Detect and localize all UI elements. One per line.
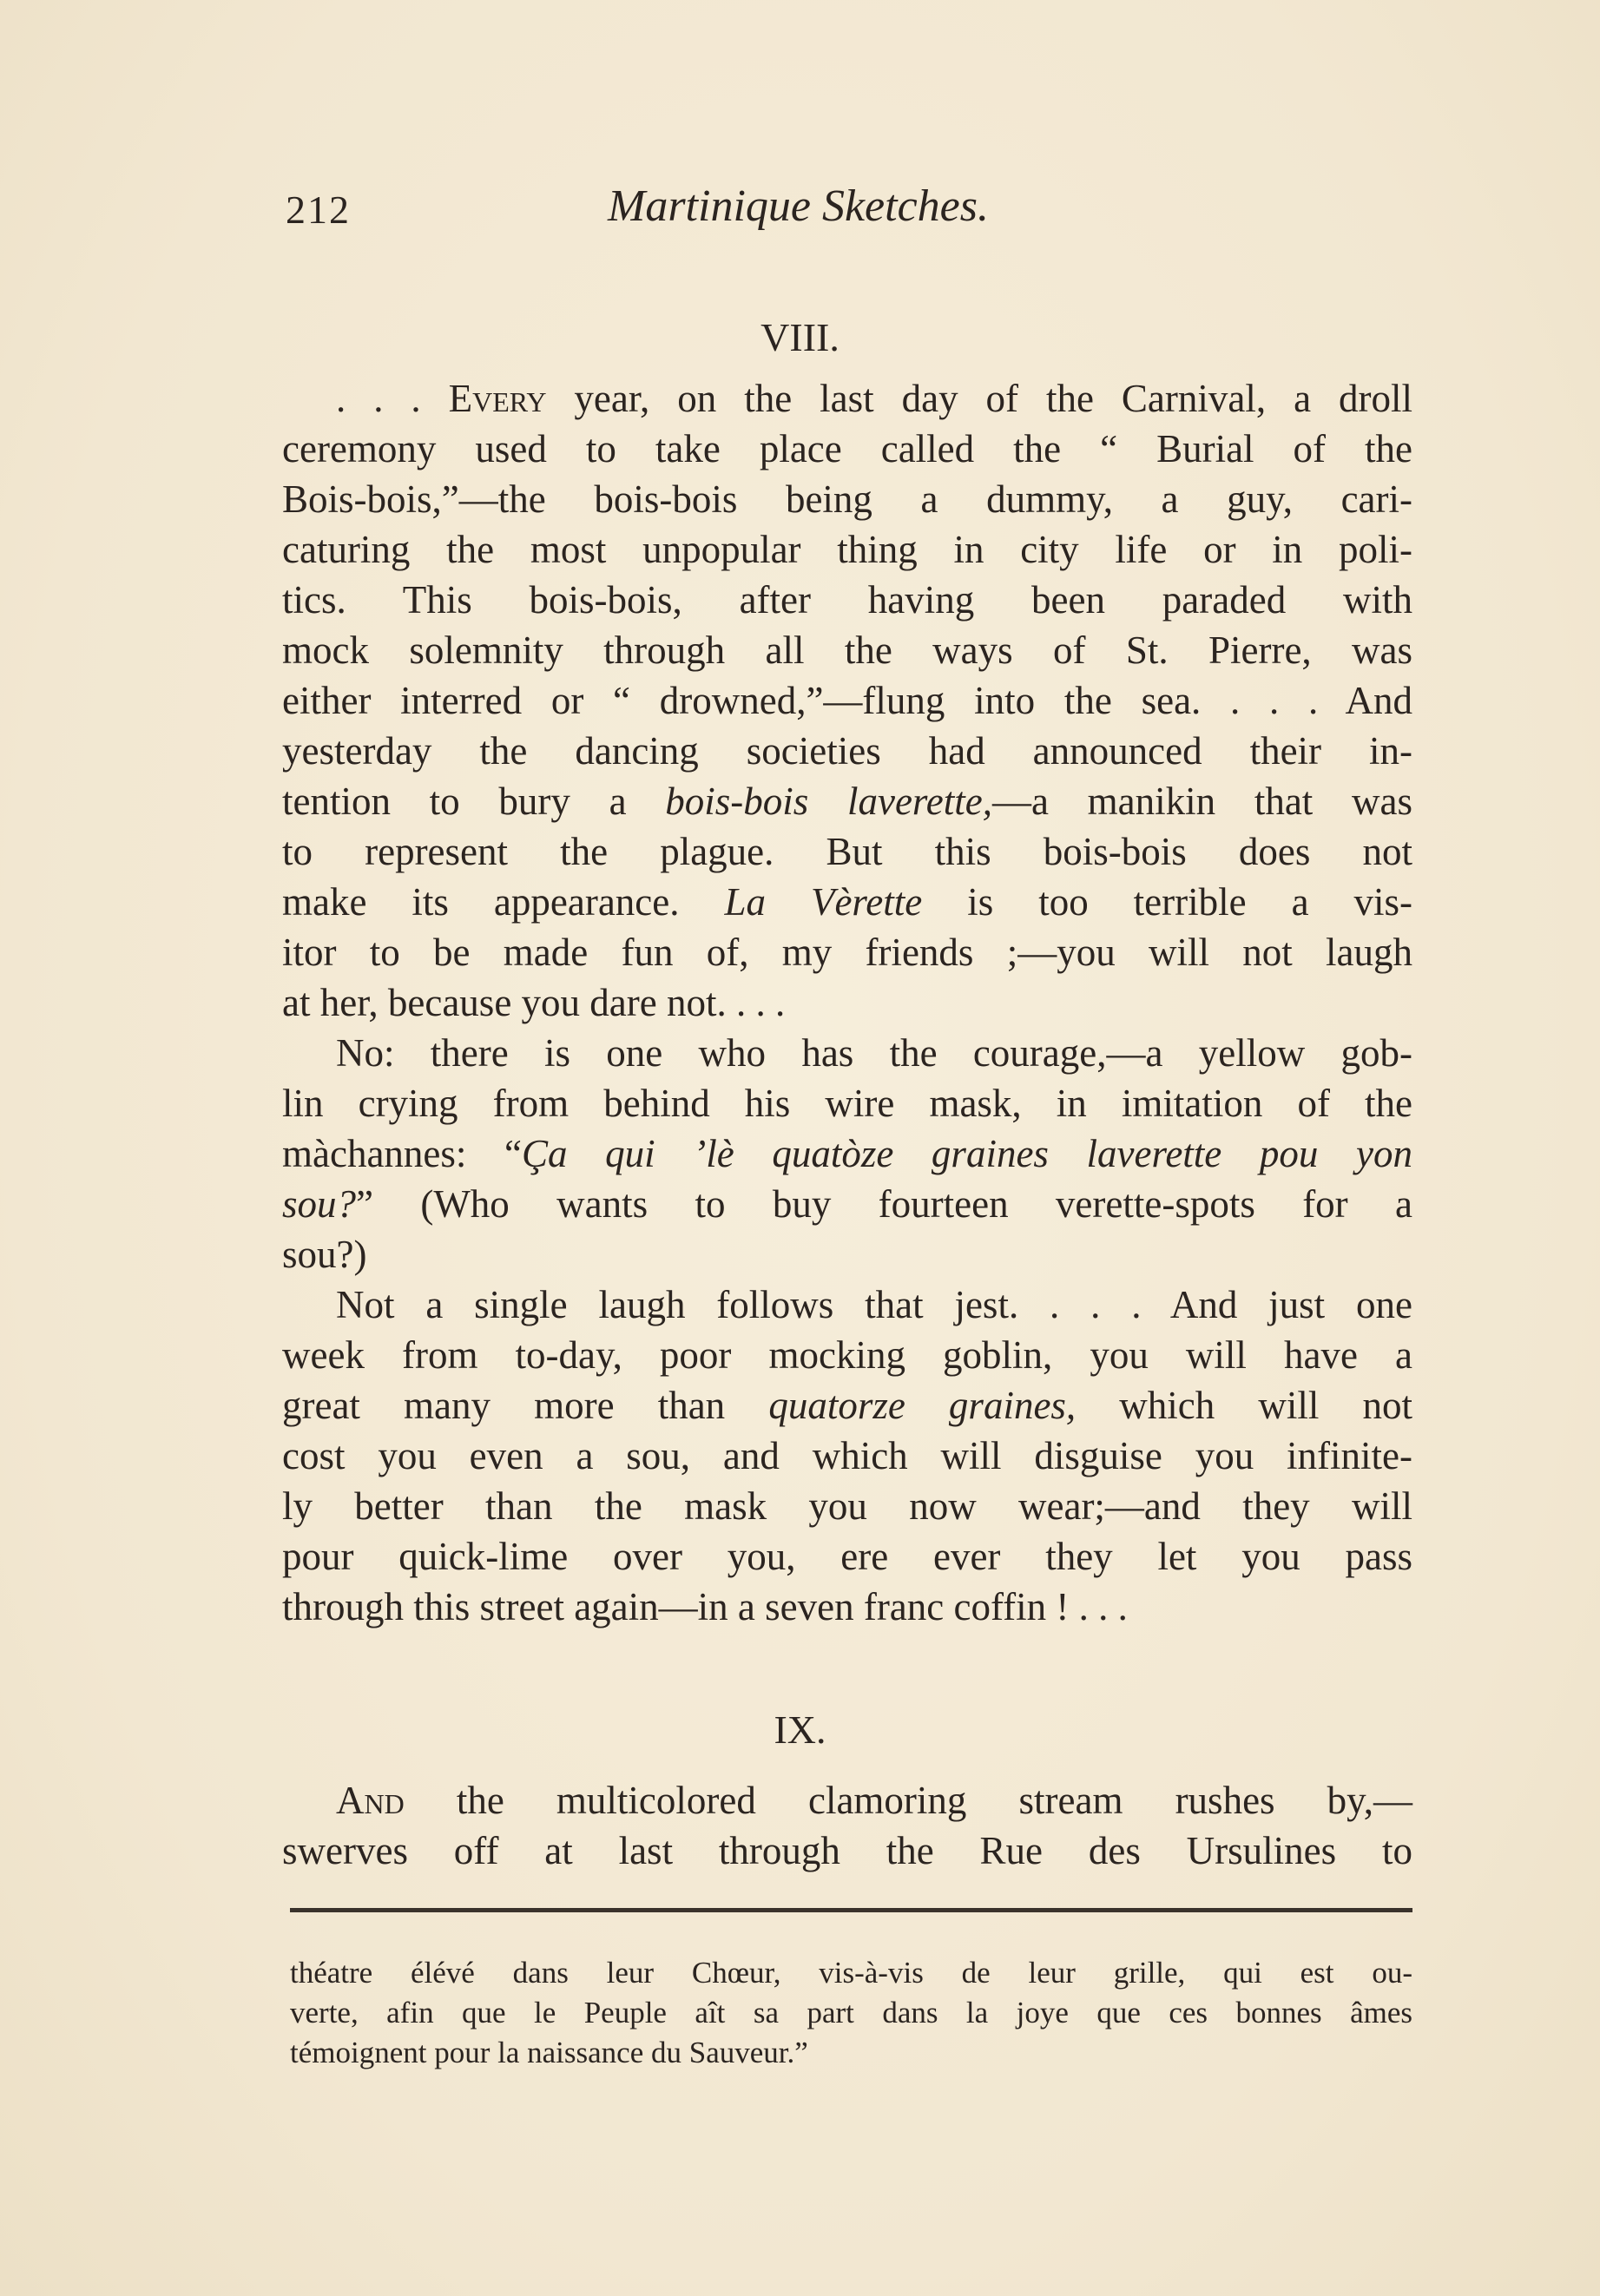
text-segment: lin crying from behind his wire mask, in imitation of the bbox=[282, 1082, 1412, 1125]
text-line bbox=[282, 373, 1412, 424]
text-line bbox=[282, 877, 1412, 927]
text-segment: to represent the plague. But this bois-bois does not bbox=[282, 830, 1412, 873]
italic-text: La Vèrette bbox=[724, 880, 923, 924]
text-line bbox=[282, 977, 1412, 1028]
text-line bbox=[282, 524, 1412, 575]
italic-text: bois-bois laverette, bbox=[665, 780, 992, 823]
small-caps-text: And bbox=[336, 1779, 405, 1822]
text-segment: week from to-day, poor mocking goblin, you will have a bbox=[282, 1333, 1412, 1377]
text-segment: cost you even a sou, and which will disguise you infinite- bbox=[282, 1434, 1412, 1477]
text-line bbox=[282, 1028, 1412, 1078]
text-segment: Not a single laugh follows that jest. . . . And just one bbox=[336, 1283, 1412, 1326]
text-line bbox=[282, 575, 1412, 625]
text-segment: itor to be made fun of, my friends ;—you will not laugh bbox=[282, 931, 1412, 974]
text-segment: is too terrible a vis- bbox=[922, 880, 1413, 924]
text-line bbox=[282, 1431, 1412, 1481]
text-segment: yesterday the dancing societies had announced their in- bbox=[282, 729, 1412, 773]
text-segment: tention to bury a bbox=[282, 780, 666, 823]
section-heading-ix: IX. bbox=[774, 1707, 826, 1752]
text-segment: théatre élévé dans leur Chœur, vis-à-vis de leur grille, qui est ou- bbox=[290, 1956, 1412, 1990]
text-segment: which will not bbox=[1076, 1384, 1413, 1427]
text-line bbox=[290, 1953, 1412, 1993]
text-segment: at her, because you dare not. . . . bbox=[282, 981, 786, 1024]
text-line bbox=[282, 474, 1412, 524]
text-line bbox=[282, 1330, 1412, 1380]
text-segment: either interred or “ drowned,”—flung into the sea. . . . And bbox=[282, 679, 1412, 722]
text-segment: ly better than the mask you now wear;—and they will bbox=[282, 1484, 1412, 1528]
text-line bbox=[282, 927, 1412, 977]
text-line bbox=[282, 424, 1412, 474]
text-segment: caturing the most unpopular thing in city life or in poli- bbox=[282, 528, 1412, 571]
text-segment: make its appearance. bbox=[282, 880, 725, 924]
text-segment: tics. This bois-bois, after having been paraded with bbox=[282, 578, 1412, 622]
text-line bbox=[282, 1229, 1412, 1280]
text-line bbox=[282, 625, 1412, 675]
text-line bbox=[282, 675, 1412, 726]
text-line bbox=[290, 1993, 1412, 2033]
page-number: 212 bbox=[286, 187, 351, 232]
text-line bbox=[282, 1380, 1412, 1431]
text-segment: . . . bbox=[336, 377, 449, 420]
text-line bbox=[282, 1280, 1412, 1330]
text-segment: Bois-bois,”—the bois-bois being a dummy, a guy, cari- bbox=[282, 477, 1412, 521]
text-line bbox=[290, 2033, 1412, 2073]
footnote-divider bbox=[290, 1908, 1412, 1912]
section-ix-body bbox=[282, 1775, 1412, 1876]
text-segment: mock solemnity through all the ways of St. Pierre, was bbox=[282, 628, 1412, 672]
text-line bbox=[282, 1531, 1412, 1582]
text-segment: great many more than bbox=[282, 1384, 769, 1427]
text-segment: verte, afin que le Peuple aît sa part dans la joye que ces bonnes âmes bbox=[290, 1996, 1412, 2030]
section-heading-viii: VIII. bbox=[760, 315, 840, 359]
italic-text: sou? bbox=[282, 1182, 357, 1226]
text-segment: sou?) bbox=[282, 1233, 367, 1276]
section-viii-body bbox=[282, 373, 1412, 1632]
text-line bbox=[282, 1481, 1412, 1531]
text-line bbox=[282, 1775, 1412, 1826]
text-segment: màchannes: “ bbox=[282, 1132, 522, 1175]
text-line bbox=[282, 1826, 1412, 1876]
text-segment: ceremony used to take place called the “ Burial of the bbox=[282, 427, 1412, 470]
small-caps-text: Every bbox=[448, 377, 547, 420]
footnote bbox=[290, 1953, 1412, 2073]
text-line bbox=[282, 776, 1412, 826]
text-segment: témoignent pour la naissance du Sauveur.” bbox=[290, 2036, 808, 2069]
italic-text: Ça qui ’lè quatòze graines laverette pou yon bbox=[522, 1132, 1412, 1175]
text-segment: No: there is one who has the courage,—a yellow gob- bbox=[336, 1031, 1412, 1075]
text-segment: year, on the last day of the Carnival, a droll bbox=[546, 377, 1412, 420]
text-line bbox=[282, 726, 1412, 776]
text-segment: swerves off at last through the Rue des Ursulines to bbox=[282, 1829, 1412, 1872]
text-line bbox=[282, 1582, 1412, 1632]
text-line bbox=[282, 1128, 1412, 1179]
running-title: Martinique Sketches. bbox=[608, 181, 989, 231]
text-line bbox=[282, 1078, 1412, 1128]
text-segment: pour quick-lime over you, ere ever they let you pass bbox=[282, 1535, 1412, 1578]
text-segment: the multicolored clamoring stream rushes by,— bbox=[404, 1779, 1412, 1822]
text-line bbox=[282, 826, 1412, 877]
text-segment: —a manikin that was bbox=[991, 780, 1412, 823]
italic-text: quatorze graines, bbox=[768, 1384, 1077, 1427]
text-line bbox=[282, 1179, 1412, 1229]
text-segment: ” (Who wants to buy fourteen verette-spots for a bbox=[356, 1182, 1412, 1226]
text-segment: through this street again—in a seven franc coffin ! . . . bbox=[282, 1585, 1128, 1628]
